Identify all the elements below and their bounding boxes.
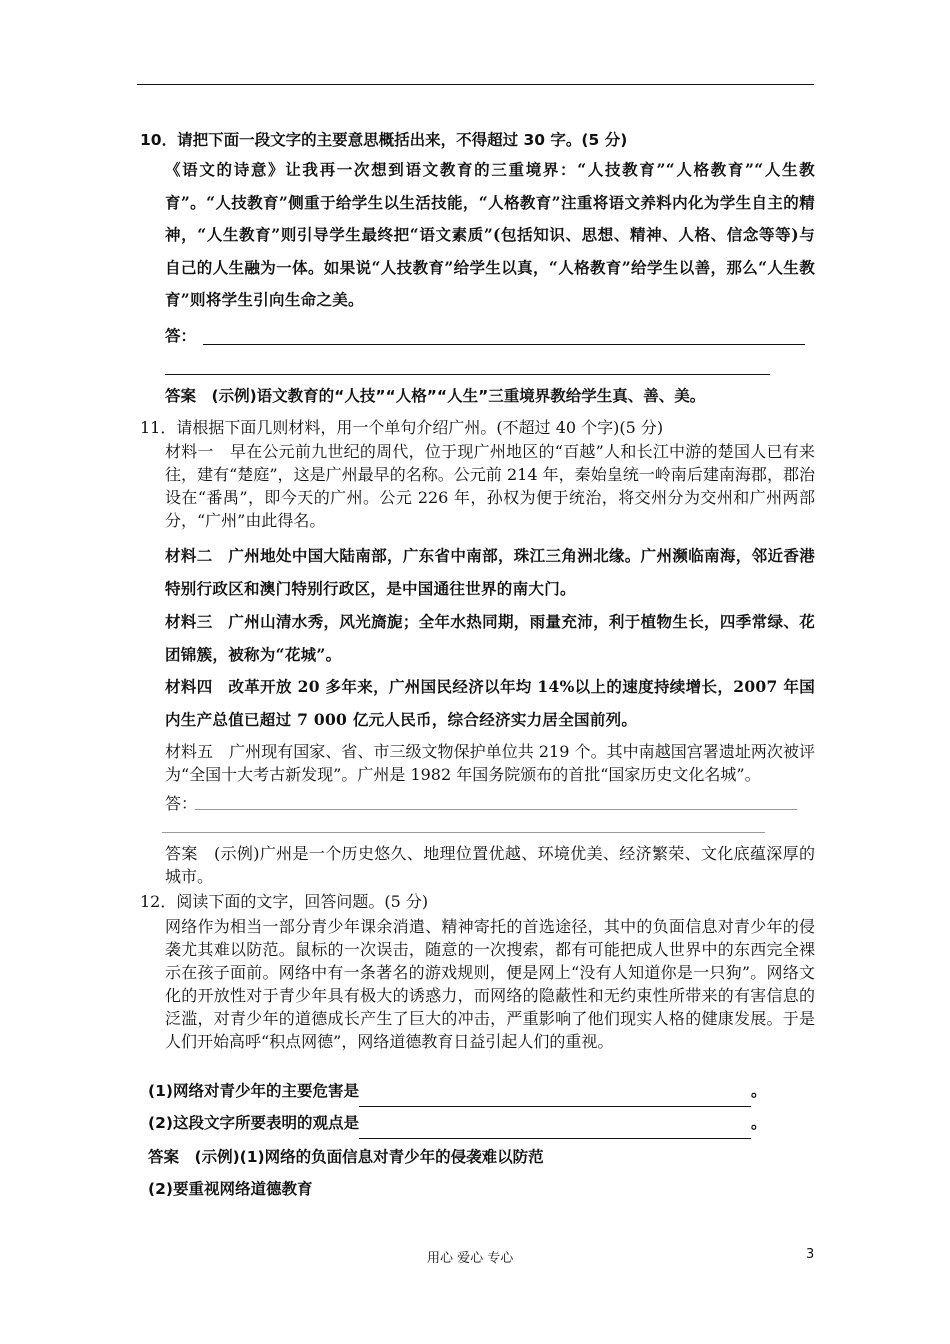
answer-line[interactable]: [162, 832, 765, 833]
answer-line[interactable]: [165, 374, 770, 375]
question-11-title: 11．请根据下面几则材料，用一个单句介绍广州。(不超过 40 个字)(5 分): [140, 418, 664, 437]
material-4: 材料四 改革开放 20 多年来，广州国民经济以年均 14%以上的速度持续增长，2007 年国内生产总值已超过 7 000 亿元人民币，综合经济实力居全国前列。: [165, 677, 815, 729]
answer-label: 答：: [165, 794, 198, 813]
sub-question-1-text: (1)网络对青少年的主要危害是: [148, 1082, 359, 1100]
answer-line[interactable]: [195, 809, 797, 810]
question-10-title: 10．请把下面一段文字的主要意思概括出来，不得超过 30 字。(5 分): [140, 131, 628, 149]
material-2: 材料二 广州地处中国大陆南部，广东省中南部，珠江三角洲北缘。广州濒临南海，邻近香港特别行政区和澳门特别行政区，是中国通往世界的南大门。: [165, 546, 815, 598]
question-10-answer: 答案 (示例)语文教育的“人技”“人格”“人生”三重境界教给学生真、善、美。: [165, 387, 706, 405]
sub-question-1: [148, 1075, 766, 1107]
sub-question-2-blank[interactable]: [359, 1120, 751, 1139]
material-3: 材料三 广州山清水秀，风光旖旎；全年水热同期，雨量充沛，利于植物生长，四季常绿、花团锦簇，被称为“花城”。: [165, 612, 815, 664]
question-12-answer-1: 答案 (示例)(1)网络的负面信息对青少年的侵袭难以防范: [148, 1148, 544, 1166]
question-12-title: 12．阅读下面的文字，回答问题。(5 分): [140, 892, 429, 911]
answer-label: 答：: [165, 327, 197, 345]
sub-question-2: [148, 1107, 766, 1139]
question-11-answer: 答案 (示例)广州是一个历史悠久、地理位置优越、环境优美、经济繁荣、文化底蕴深厚的城市。: [165, 844, 815, 886]
header-rule: [137, 84, 814, 85]
question-10-passage: 《语文的诗意》让我再一次想到语文教育的三重境界：“人技教育”“人格教育”“人生教育”。“人技教育”侧重于给学生以生活技能，“人格教育”注重将语文养料内化为学生自主的精神，“人生教育”则引导学生最终把“语文素质”(包括知识、思想、精神、人格、信念等等)与自己的人生融为一体。如果说“人技教育”给学生以真，“人格教育”给学生以善，那么“人生教育”则将学生引向生命之美。: [165, 160, 815, 310]
material-5: 材料五 广州现有国家、省、市三级文物保护单位共 219 个。其中南越国宫署遗址两次被评为“全国十大考古新发现”。广州是 1982 年国务院颁布的首批“国家历史文化名城”。: [165, 742, 815, 784]
material-1: 材料一 早在公元前九世纪的周代，位于现广州地区的“百越”人和长江中游的楚国人已有来往，建有“楚庭”，这是广州最早的名称。公元前 214 年，秦始皇统一岭南后建南海郡，郡治设在“番禺”，即今天的广州。公元 226 年，孙权为便于统治，将交州分为交州和广州两部分，“广州”由此得名。: [165, 442, 815, 530]
question-12-passage: 网络作为相当一部分青少年课余消遣、精神寄托的首选途径，其中的负面信息对青少年的侵袭尤其难以防范。鼠标的一次误击，随意的一次搜索，都有可能把成人世界中的东西完全裸示在孩子面前。网络中有一条著名的游戏规则，便是网上“没有人知道你是一只狗”。网络文化的开放性对于青少年具有极大的诱惑力，而网络的隐蔽性和无约束性所带来的有害信息的泛滥，对青少年的道德成长产生了巨大的冲击，严重影响了他们现实人格的健康发展。于是人们开始高呼“积点网德”，网络道德教育日益引起人们的重视。: [165, 917, 815, 1051]
footer-text: 用心 爱心 专心: [427, 1251, 514, 1266]
page-number: 3: [806, 1247, 815, 1262]
sub-question-1-blank[interactable]: [359, 1088, 751, 1107]
period: 。: [750, 1082, 767, 1100]
period: 。: [750, 1114, 767, 1132]
sub-question-2-text: (2)这段文字所要表明的观点是: [148, 1114, 359, 1132]
answer-line[interactable]: [203, 344, 805, 345]
question-12-answer-2: (2)要重视网络道德教育: [148, 1180, 313, 1198]
